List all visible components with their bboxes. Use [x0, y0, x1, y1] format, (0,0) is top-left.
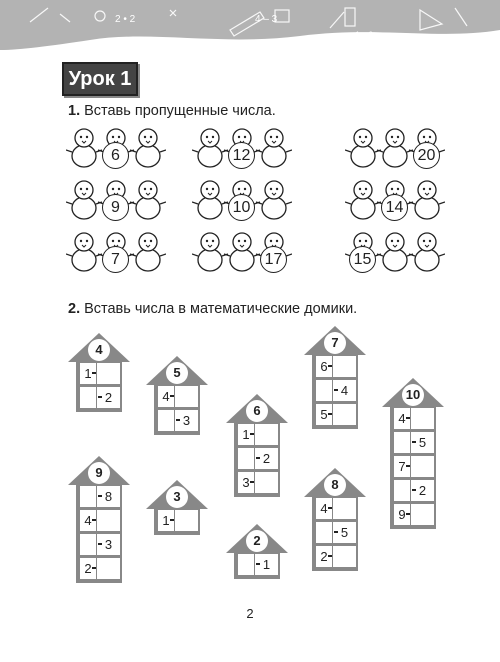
- house-row: [316, 498, 356, 519]
- number-cell: 4: [394, 408, 410, 429]
- roof-number: 9: [88, 462, 110, 484]
- svg-text:2 • 2: 2 • 2: [115, 14, 136, 25]
- house-body: [312, 496, 358, 571]
- house-row: [238, 554, 278, 575]
- task-2-text: Вставь числа в математические домики.: [84, 301, 358, 317]
- task-1-text: Вставь пропущенные числа.: [84, 103, 276, 119]
- missing-number-circle: 12: [228, 142, 255, 169]
- empty-cell[interactable]: [158, 410, 174, 431]
- number-cell: 1: [158, 510, 174, 531]
- math-house: [226, 394, 288, 497]
- math-house: [68, 456, 130, 583]
- penguin-group: [66, 128, 166, 168]
- house-body: [312, 354, 358, 429]
- row-separator: [92, 372, 96, 374]
- house-row: [238, 448, 278, 469]
- number-cell: 1: [80, 363, 96, 384]
- house-row: [80, 363, 120, 384]
- number-cell: 2: [411, 480, 434, 501]
- row-separator: [250, 433, 254, 435]
- missing-number-circle: 7: [102, 246, 129, 273]
- number-cell: 3: [175, 410, 198, 431]
- task-2-instruction: [68, 301, 357, 317]
- missing-number-circle: 10: [228, 194, 255, 221]
- roof-number: 3: [166, 486, 188, 508]
- house-body: [234, 552, 280, 579]
- svg-text:4 – 3: 4 – 3: [255, 14, 278, 25]
- roof-number: 4: [88, 339, 110, 361]
- missing-number-circle: 20: [413, 142, 440, 169]
- house-row: [316, 356, 356, 377]
- empty-cell[interactable]: [80, 486, 96, 507]
- row-separator: [170, 519, 174, 521]
- empty-cell[interactable]: [394, 480, 410, 501]
- roof-number: 5: [166, 362, 188, 384]
- number-cell: 9: [394, 504, 410, 525]
- row-separator: [334, 531, 338, 533]
- house-row: [80, 534, 120, 555]
- empty-cell[interactable]: [411, 504, 434, 525]
- house-row: [316, 380, 356, 401]
- number-cell: 4: [80, 510, 96, 531]
- number-cell: 2: [80, 558, 96, 579]
- house-row: [394, 432, 434, 453]
- missing-number-circle: 15: [349, 246, 376, 273]
- empty-cell[interactable]: [316, 380, 332, 401]
- house-row: [80, 510, 120, 531]
- empty-cell[interactable]: [255, 424, 278, 445]
- house-row: [158, 386, 198, 407]
- empty-cell[interactable]: [333, 498, 356, 519]
- row-separator: [98, 396, 102, 398]
- row-separator: [412, 489, 416, 491]
- row-separator: [256, 563, 260, 565]
- number-cell: 2: [316, 546, 332, 567]
- row-separator: [406, 417, 410, 419]
- row-separator: [328, 365, 332, 367]
- math-house: [146, 480, 208, 535]
- roof-number: 6: [246, 400, 268, 422]
- empty-cell[interactable]: [175, 386, 198, 407]
- empty-cell[interactable]: [80, 534, 96, 555]
- row-separator: [412, 441, 416, 443]
- empty-cell[interactable]: [394, 432, 410, 453]
- house-row: [80, 387, 120, 408]
- house-body: [154, 384, 200, 435]
- number-cell: 2: [255, 448, 278, 469]
- roof-number: 8: [324, 474, 346, 496]
- number-cell: 4: [333, 380, 356, 401]
- math-house: [382, 378, 444, 529]
- page-number: 2: [246, 606, 254, 621]
- number-cell: 5: [316, 404, 332, 425]
- house-row: [316, 546, 356, 567]
- house-row: [394, 408, 434, 429]
- row-separator: [170, 395, 174, 397]
- missing-number-circle: 6: [102, 142, 129, 169]
- task-1-instruction: [68, 103, 276, 119]
- number-cell: 8: [97, 486, 120, 507]
- math-house: [226, 524, 288, 579]
- row-separator: [406, 465, 410, 467]
- empty-cell[interactable]: [238, 448, 254, 469]
- row-separator: [92, 567, 96, 569]
- house-row: [316, 522, 356, 543]
- empty-cell[interactable]: [97, 558, 120, 579]
- header-decoration: [0, 0, 500, 60]
- house-body: [390, 406, 436, 529]
- math-house: [68, 333, 130, 412]
- empty-cell[interactable]: [175, 510, 198, 531]
- number-cell: 4: [316, 498, 332, 519]
- house-row: [394, 480, 434, 501]
- number-cell: 1: [238, 424, 254, 445]
- row-separator: [328, 413, 332, 415]
- house-row: [158, 410, 198, 431]
- empty-cell[interactable]: [333, 546, 356, 567]
- missing-number-circle: 17: [260, 246, 287, 273]
- row-separator: [334, 389, 338, 391]
- roof-number: 10: [402, 384, 424, 406]
- roof-number: 7: [324, 332, 346, 354]
- empty-cell[interactable]: [333, 404, 356, 425]
- house-row: [394, 456, 434, 477]
- task-2-number: 2.: [68, 301, 81, 317]
- penguin-group: [345, 128, 445, 168]
- empty-cell[interactable]: [411, 456, 434, 477]
- number-cell: 7: [394, 456, 410, 477]
- missing-number-circle: 14: [381, 194, 408, 221]
- house-row: [158, 510, 198, 531]
- row-separator: [176, 419, 180, 421]
- row-separator: [406, 513, 410, 515]
- house-row: [316, 404, 356, 425]
- row-separator: [98, 495, 102, 497]
- empty-cell[interactable]: [333, 356, 356, 377]
- number-cell: 1: [255, 554, 278, 575]
- penguin-group: [345, 232, 445, 272]
- empty-cell[interactable]: [255, 472, 278, 493]
- number-cell: 3: [238, 472, 254, 493]
- house-body: [76, 484, 122, 583]
- missing-number-circle: 9: [102, 194, 129, 221]
- math-house: [146, 356, 208, 435]
- row-separator: [92, 519, 96, 521]
- math-house: [304, 326, 366, 429]
- house-row: [80, 558, 120, 579]
- penguin-group: [66, 180, 166, 220]
- empty-cell[interactable]: [411, 408, 434, 429]
- task-1-number: 1.: [68, 103, 81, 119]
- row-separator: [250, 481, 254, 483]
- house-row: [238, 472, 278, 493]
- row-separator: [328, 507, 332, 509]
- penguin-group: [66, 232, 166, 272]
- empty-cell[interactable]: [238, 554, 254, 575]
- number-cell: 2: [97, 387, 120, 408]
- roof-number: 2: [246, 530, 268, 552]
- empty-cell[interactable]: [97, 363, 120, 384]
- house-body: [76, 361, 122, 412]
- house-row: [238, 424, 278, 445]
- penguin-group: [192, 232, 292, 272]
- number-cell: 4: [158, 386, 174, 407]
- penguin-group: [192, 128, 292, 168]
- house-body: [234, 422, 280, 497]
- lesson-title: Урок 1: [62, 62, 138, 96]
- house-row: [80, 486, 120, 507]
- empty-cell[interactable]: [316, 522, 332, 543]
- math-house: [304, 468, 366, 571]
- penguin-group: [345, 180, 445, 220]
- number-cell: 5: [333, 522, 356, 543]
- number-cell: 6: [316, 356, 332, 377]
- house-body: [154, 508, 200, 535]
- row-separator: [328, 555, 332, 557]
- empty-cell[interactable]: [80, 387, 96, 408]
- penguin-group: [192, 180, 292, 220]
- row-separator: [256, 457, 260, 459]
- number-cell: 5: [411, 432, 434, 453]
- row-separator: [98, 543, 102, 545]
- empty-cell[interactable]: [97, 510, 120, 531]
- number-cell: 3: [97, 534, 120, 555]
- house-row: [394, 504, 434, 525]
- svg-text:1 • 6: 1 • 6: [355, 30, 374, 40]
